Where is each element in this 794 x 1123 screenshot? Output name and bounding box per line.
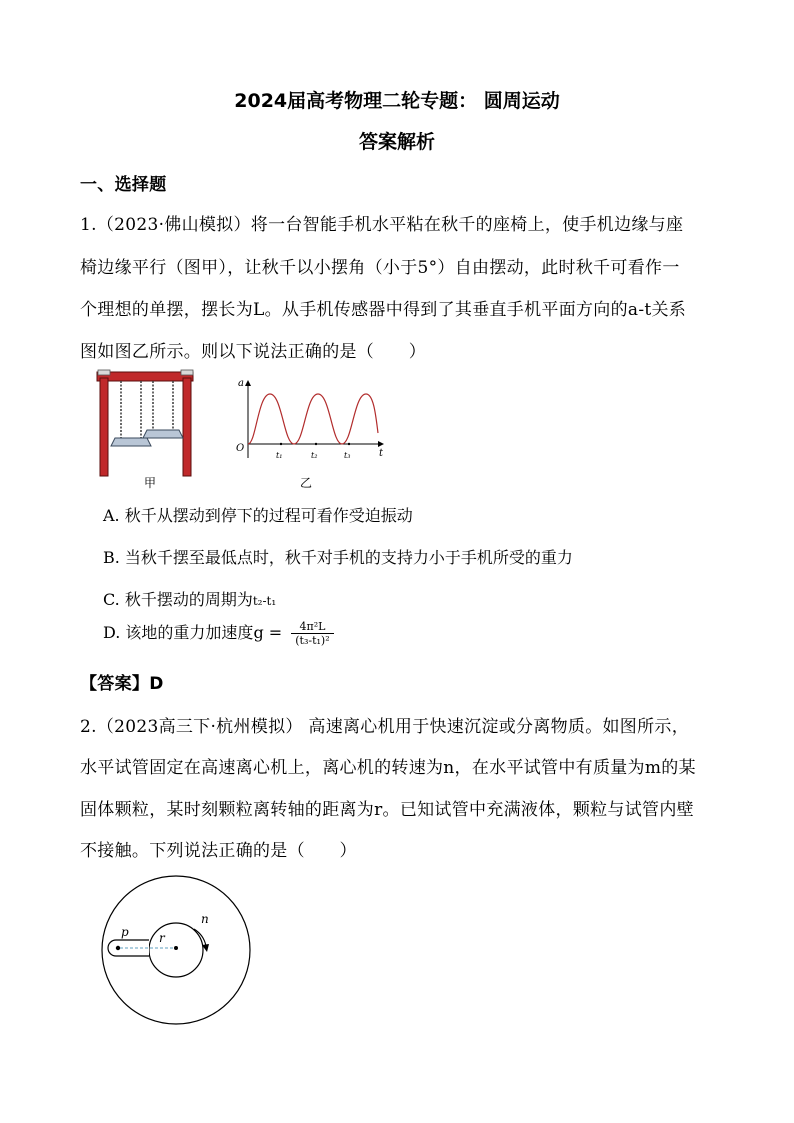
q1-line-4: 图如图乙所示。则以下说法正确的是（ ） (80, 342, 426, 362)
option-d-lhs: g = (253, 623, 283, 642)
q2-line-2: 水平试管固定在高速离心机上，离心机的转速为n，在水平试管中有质量为m的某 (80, 758, 696, 778)
a-t-curve (248, 394, 366, 444)
option-d-fraction (291, 620, 333, 647)
page-title: 2024届高考物理二轮专题： 圆周运动 (234, 90, 560, 112)
swing-set-figure (95, 368, 205, 483)
q2-line-4: 不接触。下列说法正确的是（ ） (80, 841, 357, 861)
graph-t1-label: t₁ (276, 451, 283, 460)
label-n: n (201, 912, 209, 926)
graph-t2-label: t₂ (311, 451, 318, 460)
label-p: p (121, 925, 129, 939)
section-heading: 一、选择题 (80, 175, 167, 195)
option-c (103, 587, 276, 610)
page-subtitle: 答案解析 (358, 131, 435, 153)
fraction-denominator: (t₃-t₁)² (295, 634, 330, 647)
option-d-text: D. 该地的重力加速度 (103, 623, 254, 642)
graph-x-label: t (379, 448, 384, 459)
q1-line-3: 个理想的单摆，摆长为L。从手机传感器中得到了其垂直手机平面方向的a-t关系 (80, 300, 687, 320)
q2-line-3: 固体颗粒，某时刻颗粒离转轴的距离为r。已知试管中充满液体，颗粒与试管内壁 (80, 800, 694, 820)
option-d (103, 620, 334, 647)
a-t-graph (228, 378, 388, 468)
fraction-numerator: 4π²L (291, 620, 333, 634)
q1-line-1: 1.（2023·佛山模拟）将一台智能手机水平粘在秋千的座椅上，使手机边缘与座 (80, 215, 684, 235)
label-r: r (159, 931, 165, 945)
q1-line-2: 椅边缘平行（图甲），让秋千以小摆角（小于5°）自由摆动，此时秋千可看作一 (80, 258, 680, 278)
option-b: B. 当秋千摆至最低点时，秋千对手机的支持力小于手机所受的重力 (103, 548, 573, 567)
figure-caption-jia: 甲 (144, 476, 157, 490)
q1-answer: 【答案】D (80, 674, 164, 694)
graph-t3-label: t₃ (344, 451, 351, 460)
option-a: A. 秋千从摆动到停下的过程可看作受迫振动 (103, 506, 413, 525)
option-c-expr: t₂-t₁ (252, 594, 277, 608)
option-c-text: C. 秋千摆动的周期为 (103, 590, 253, 609)
centrifuge-figure (98, 872, 258, 1032)
graph-y-label: a (238, 378, 244, 389)
figure-caption-yi: 乙 (300, 476, 313, 490)
graph-origin-label: O (236, 443, 245, 454)
q2-line-1: 2.（2023高三下·杭州模拟） 高速离心机用于快速沉淀或分离物质。如图所示， (80, 717, 689, 737)
